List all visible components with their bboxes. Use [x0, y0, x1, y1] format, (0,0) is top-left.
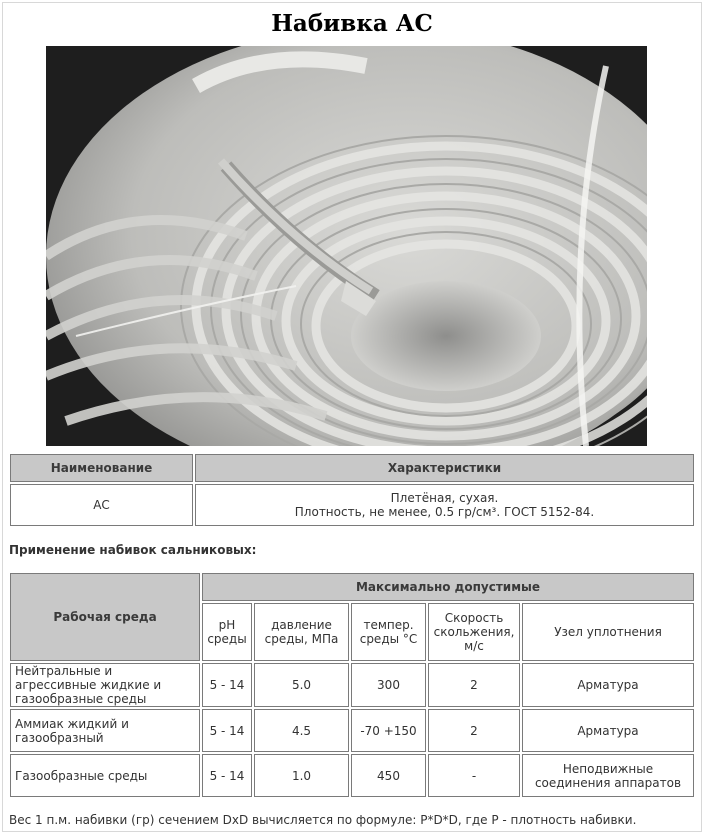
- speed-cell: 2: [428, 709, 520, 752]
- spec-table: [8, 452, 696, 528]
- column-ph-line-2: среды: [207, 632, 247, 646]
- medium-cell: Аммиак жидкий и газообразный: [10, 709, 200, 752]
- column-temperature-line-2: среды °С: [359, 632, 418, 646]
- seal-unit-cell: Арматура: [522, 709, 694, 752]
- header-characteristics: Характеристики: [195, 454, 694, 482]
- ph-cell: 5 - 14: [202, 709, 252, 752]
- seal-unit-cell: Арматура: [522, 663, 694, 707]
- header-name: Наименование: [10, 454, 193, 482]
- table-row: [10, 754, 694, 797]
- column-ph: [202, 603, 252, 661]
- section-title: Применение набивок сальниковых:: [9, 543, 257, 557]
- column-temperature-line-1: темпер.: [363, 618, 414, 632]
- ph-cell: 5 - 14: [202, 754, 252, 797]
- temperature-cell: -70 +150: [351, 709, 426, 752]
- temperature-cell: 450: [351, 754, 426, 797]
- speed-cell: 2: [428, 663, 520, 707]
- medium-cell: Газообразные среды: [10, 754, 200, 797]
- seal-unit-cell: Неподвижные соединения аппаратов: [522, 754, 694, 797]
- pressure-cell: 1.0: [254, 754, 349, 797]
- page-title: Набивка АС: [271, 10, 433, 37]
- ph-cell: 5 - 14: [202, 663, 252, 707]
- application-table: [8, 571, 696, 799]
- table-row: [10, 663, 694, 707]
- braided-packing-coil-photo: [46, 46, 647, 446]
- column-pressure: [254, 603, 349, 661]
- application-header-row: [10, 573, 694, 601]
- header-medium: Рабочая среда: [10, 573, 200, 661]
- header-max-allowed: Максимально допустимые: [202, 573, 694, 601]
- weight-footnote: Вес 1 п.м. набивки (гр) сечением DxD вычисляется по формуле: P*D*D, где P - плотность набивки.: [9, 813, 637, 827]
- column-ph-line-1: pH: [218, 618, 236, 632]
- spec-table-header-row: [10, 454, 694, 482]
- temperature-cell: 300: [351, 663, 426, 707]
- column-pressure-line-2: среды, МПа: [264, 632, 339, 646]
- product-characteristics: [195, 484, 694, 526]
- characteristics-line-1: Плетёная, сухая.: [390, 491, 499, 505]
- column-speed-line-3: м/с: [464, 639, 484, 653]
- product-name: АС: [10, 484, 193, 526]
- photo-illustration: [46, 46, 647, 446]
- column-speed-line-2: скольжения,: [433, 625, 515, 639]
- pressure-cell: 4.5: [254, 709, 349, 752]
- column-temperature: [351, 603, 426, 661]
- column-pressure-line-1: давление: [271, 618, 332, 632]
- column-seal-unit: Узел уплотнения: [522, 603, 694, 661]
- pressure-cell: 5.0: [254, 663, 349, 707]
- column-speed-line-1: Скорость: [444, 611, 504, 625]
- table-row: [10, 709, 694, 752]
- spec-table-row: [10, 484, 694, 526]
- column-speed: [428, 603, 520, 661]
- speed-cell: -: [428, 754, 520, 797]
- characteristics-line-2: Плотность, не менее, 0.5 гр/см³. ГОСТ 5152-84.: [294, 505, 595, 519]
- medium-cell: Нейтральные и агрессивные жидкие и газообразные среды: [10, 663, 200, 707]
